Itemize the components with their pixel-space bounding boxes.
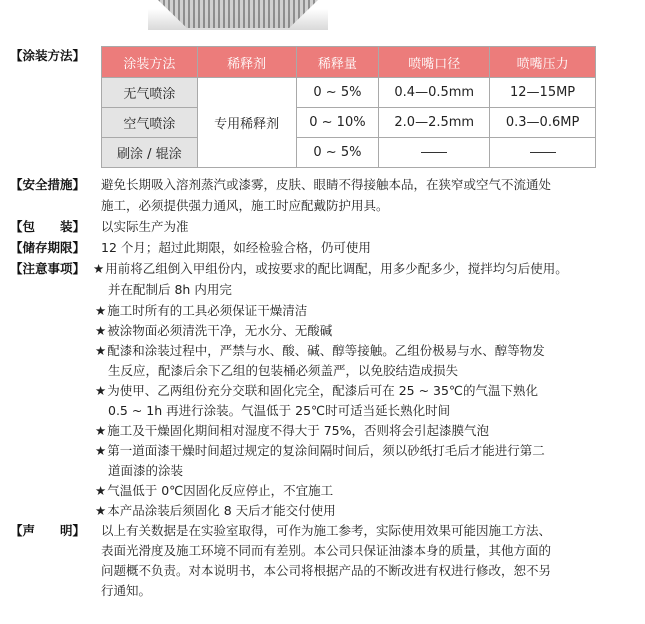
- header-method: 涂装方法: [102, 47, 198, 78]
- statement-line2: 表面光滑度及施工环境不同而有差别。本公司只保证油漆本身的质量，其他方面的: [101, 543, 552, 558]
- product-texture: [158, 0, 318, 28]
- method-cell: 刷涂 / 辊涂: [102, 138, 198, 168]
- safety-text-line2: 施工，必须提供强力通风，施工时应配戴防护用具。: [101, 198, 389, 213]
- note-item-7: [95, 441, 545, 459]
- safety-label: 【安全措施】: [10, 177, 86, 192]
- safety-text-line1: 避免长期吸入溶剂蒸汽或漆雾，皮肤、眼睛不得接触本品，在狭窄或空气不流通处: [101, 177, 552, 192]
- note-text: 本产品涂装后须固化 8 天后才能交付使用: [107, 503, 336, 518]
- star-icon: ★: [95, 503, 107, 518]
- notes-label: 【注意事项】: [10, 261, 86, 276]
- star-icon: ★: [95, 443, 107, 458]
- ratio-cell: 0 ~ 5%: [296, 78, 379, 108]
- statement-label: 【声 明】: [10, 523, 86, 538]
- nozzle-cell: 2.0—2.5mm: [379, 108, 490, 138]
- statement-line1: 以上有关数据是在实验室取得，可作为施工参考，实际使用效果可能因施工方法、: [101, 523, 552, 538]
- table-row: [102, 138, 596, 168]
- thinner-cell: 专用稀释剂: [197, 78, 296, 168]
- pressure-cell: 0.3—0.6MP: [490, 108, 596, 138]
- note-text: 施工及干燥固化期间相对湿度不得大于 75%，否则将会引起漆膜气泡: [107, 423, 489, 438]
- method-cell: 无气喷涂: [102, 78, 198, 108]
- nozzle-cell-empty: [379, 138, 490, 168]
- star-icon: ★: [95, 483, 107, 498]
- note-item-6: [95, 421, 489, 439]
- note-item-1: [93, 259, 568, 277]
- note-item-4: [95, 341, 545, 359]
- pressure-cell-empty: [490, 138, 596, 168]
- header-thinner: 稀释剂: [197, 47, 296, 78]
- method-cell: 空气喷涂: [102, 108, 198, 138]
- packaging-text: 以实际生产为准: [101, 219, 189, 234]
- table-row: [102, 78, 596, 108]
- star-icon: ★: [95, 323, 107, 338]
- star-icon: ★: [95, 303, 107, 318]
- note-item-7-cont: 道面漆的涂装: [108, 463, 184, 478]
- note-text: 配漆和涂装过程中，严禁与水、酸、碱、醇等接触。乙组份极易与水、醇等物发: [107, 343, 545, 358]
- note-text: 施工时所有的工具必须保证干燥清洁: [107, 303, 308, 318]
- note-text: 被涂物面必须清洗干净，无水分、无酸碱: [107, 323, 333, 338]
- header-pressure: 喷嘴压力: [490, 47, 596, 78]
- note-item-9: [95, 501, 336, 519]
- ratio-cell: 0 ~ 10%: [296, 108, 379, 138]
- star-icon: ★: [95, 423, 107, 438]
- star-icon: ★: [95, 343, 107, 358]
- note-text: 用前将乙组倒入甲组份内，或按要求的配比调配，用多少配多少，搅拌均匀后使用。: [105, 261, 568, 276]
- note-item-3: [95, 321, 332, 339]
- note-item-5: [95, 381, 538, 399]
- note-item-2: [95, 301, 307, 319]
- statement-line3: 问题概不负责。对本说明书，本公司将根据产品的不断改进有权进行修改，恕不另: [101, 563, 552, 578]
- note-text: 为使甲、乙两组份充分交联和固化完全，配漆后可在 25 ~ 35℃的气温下熟化: [107, 383, 538, 398]
- table-header-row: [102, 47, 596, 78]
- coating-method-label: 【涂装方法】: [10, 48, 86, 63]
- note-item-8: [95, 481, 333, 499]
- storage-text: 12 个月；超过此期限，如经检验合格，仍可使用: [101, 240, 371, 255]
- star-icon: ★: [95, 383, 107, 398]
- product-image-fragment: [148, 0, 328, 30]
- packaging-label: 【包 装】: [10, 219, 86, 234]
- header-nozzle: 喷嘴口径: [379, 47, 490, 78]
- pressure-cell: 12—15MP: [490, 78, 596, 108]
- statement-line4: 行通知。: [101, 583, 152, 598]
- star-icon: ★: [93, 261, 105, 276]
- dash-mark: [421, 152, 447, 153]
- note-item-1-cont: 并在配制后 8h 内用完: [108, 282, 232, 297]
- dash-mark: [530, 152, 556, 153]
- ratio-cell: 0 ~ 5%: [296, 138, 379, 168]
- note-item-4-cont: 生反应，配漆后余下乙组的包装桶必须盖严，以免胶结造成损失: [108, 363, 459, 378]
- header-ratio: 稀释量: [296, 47, 379, 78]
- note-item-5-cont: 0.5 ~ 1h 再进行涂装。气温低于 25℃时可适当延长熟化时间: [108, 403, 451, 418]
- note-text: 气温低于 0℃因固化反应停止，不宜施工: [107, 483, 334, 498]
- note-text: 第一道面漆干燥时间超过规定的复涂间隔时间后，须以砂纸打毛后才能进行第二: [107, 443, 545, 458]
- coating-spec-table: [101, 46, 596, 168]
- nozzle-cell: 0.4—0.5mm: [379, 78, 490, 108]
- table-row: [102, 108, 596, 138]
- storage-label: 【储存期限】: [10, 240, 86, 255]
